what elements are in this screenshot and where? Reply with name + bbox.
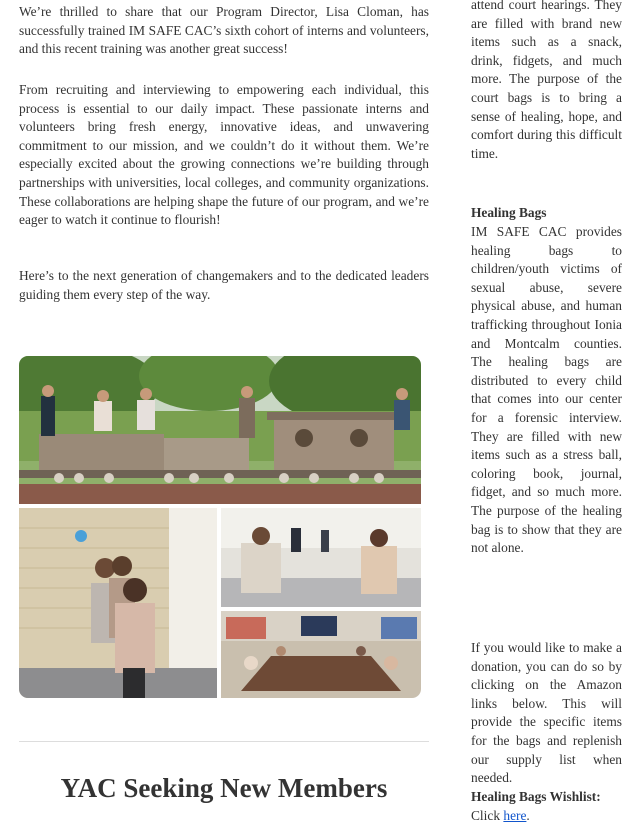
section-divider [19,741,429,742]
section-title: YAC Seeking New Members [60,773,388,803]
wishlist-label: Healing Bags Wishlist: [471,789,601,804]
healing-bags-heading: Healing Bags [471,205,547,220]
wishlist-click-line [471,807,530,826]
group-photo-indoor [19,508,217,698]
group-photo-train [19,356,421,504]
wishlist-link[interactable]: here [503,808,527,823]
link-period: . [526,808,530,823]
photo-collage [19,356,421,698]
process-paragraph: From recruiting and interviewing to empowering each individual, this process is essential to our daily impact. These passionate interns and volunteers bring fresh energy, innovative ideas, and unwavering commitment to our mission, and we couldn’t do it without them. We’re especially excited about the growing connections we’re building through partnerships with universities, local colleges, and community organizations. These collaborations are helping shape the future of our program, and we’re eager to watch it continue to flourish! [19,82,429,228]
healing-bags-text: IM SAFE CAC provides healing bags to children/youth victims of sexual abuse, severe physical abuse, and human trafficking throughout Ionia and Montcalm counties. The healing bags are distributed to every child that comes into our center for a forensic interview. They are filled with new items such as a stress ball, coloring book, journal, fidget, and so much more. The purpose of the healing bag is to show that they are not alone. [471,224,622,556]
training-photo-seated [221,508,421,607]
closing-paragraph: Here’s to the next generation of changemakers and to the dedicated leaders guiding them every step of the way. [19,268,429,302]
donation-text: If you would like to make a donation, you can do so by clicking on the Amazon links below. This will provide the specific items for the bags and replenish our supply list when needed. [471,640,622,786]
court-bags-text: attend court hearings. They are filled with brand new items such as a snack, drink, fidgets, and much more. The purpose of the court bags is to bring a sense of healing, hope, and comfort during this difficult time. [471,0,622,161]
training-photo-conference [221,611,421,698]
click-label: Click [471,808,501,823]
intro-paragraph: We’re thrilled to share that our Program Director, Lisa Cloman, has successfully trained IM SAFE CAC’s sixth cohort of interns and volunteers, and this recent training was another great success! [19,4,429,57]
